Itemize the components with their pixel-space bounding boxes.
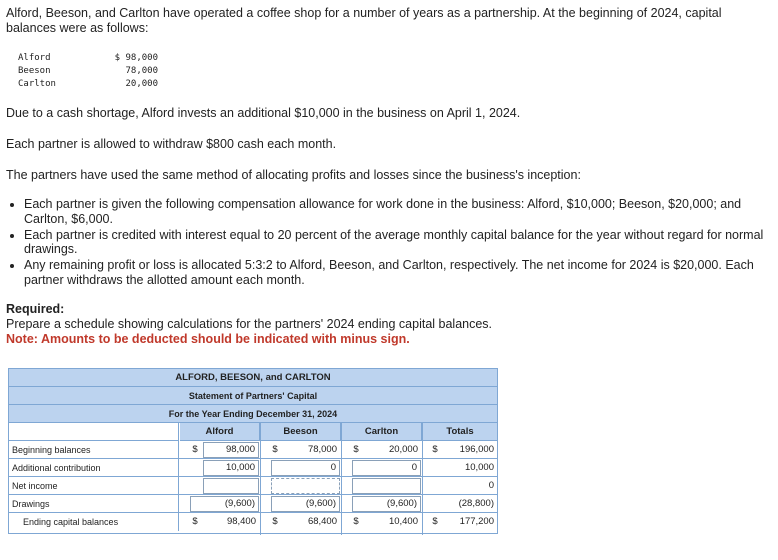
column-divider <box>260 423 261 535</box>
partner-name: Alford <box>18 53 51 63</box>
row-label: Additional contribution <box>9 459 179 477</box>
column-header-totals: Totals <box>423 423 497 441</box>
intro-line-1: Alford, Beeson, and Carlton have operated a coffee shop for a number of years as a partnership. At the beginning of 2024, capital <box>6 6 722 20</box>
partner-amount: 20,000 <box>125 79 158 89</box>
intro-line-2: balances were as follows: <box>6 21 149 35</box>
dollar-sign: $ <box>353 444 359 455</box>
statement-period: For the Year Ending December 31, 2024 <box>9 405 497 423</box>
carlton-beginning-balance: 20,000 <box>388 444 418 455</box>
table-row-ending-balances <box>9 513 497 531</box>
row-label: Drawings <box>9 495 179 513</box>
column-header-alford: Alford <box>180 423 260 441</box>
partner-amount: $ 98,000 <box>114 53 158 63</box>
beeson-ending-balance: 68,400 <box>307 516 337 527</box>
note-text: Amounts to be deducted should be indicated with minus sign. <box>40 332 410 346</box>
dollar-sign: $ <box>192 516 198 527</box>
row-label: Net income <box>9 477 179 495</box>
balance-row <box>18 52 158 65</box>
required-text: Prepare a schedule showing calculations for the partners' 2024 ending capital balances. <box>6 317 493 331</box>
balance-row <box>18 65 158 78</box>
statement-title: ALFORD, BEESON, and CARLTON <box>9 369 497 387</box>
dollar-sign: $ <box>432 516 438 527</box>
alford-ending-balance: 98,400 <box>226 516 256 527</box>
required-heading: Required: <box>6 302 65 316</box>
statement-subtitle: Statement of Partners' Capital <box>9 387 497 405</box>
partner-amount: 78,000 <box>125 66 158 76</box>
beeson-net-income-input[interactable] <box>271 478 340 494</box>
alford-beginning-balance-input[interactable]: 98,000 <box>203 442 259 458</box>
column-header-row <box>9 423 497 441</box>
paragraph-allocation-method: The partners have used the same method of allocating profits and losses since the business's inception: <box>6 168 581 182</box>
dollar-sign: $ <box>192 444 198 455</box>
paragraph-withdrawal: Each partner is allowed to withdraw $800 cash each month. <box>6 137 337 151</box>
partners-capital-statement <box>8 368 498 534</box>
partner-name: Carlton <box>18 79 56 89</box>
rule-item: • Each partner is given the following compensation allowance for work done in the business: Alford, $10,000; Beeson, $20,000; and Carlton, $6,000. <box>24 197 766 226</box>
beeson-beginning-balance: 78,000 <box>307 444 337 455</box>
beeson-contribution-input[interactable]: 0 <box>271 460 340 476</box>
table-row-drawings <box>9 495 497 513</box>
beginning-balances-list <box>18 52 158 91</box>
dollar-sign: $ <box>353 516 359 527</box>
carlton-net-income-input[interactable] <box>352 478 421 494</box>
table-row-additional-contribution <box>9 459 497 477</box>
dollar-sign: $ <box>272 516 278 527</box>
required-note <box>6 332 410 346</box>
dollar-sign: $ <box>432 444 438 455</box>
rule-item: • Each partner is credited with interest equal to 20 percent of the average monthly capital balance for the year without regard for normal drawings. <box>24 228 766 257</box>
total-contribution: 10,000 <box>464 462 494 473</box>
partner-name: Beeson <box>18 66 51 76</box>
total-ending-balance: 177,200 <box>459 516 494 527</box>
beeson-drawings-input[interactable]: (9,600) <box>271 496 340 512</box>
dollar-sign: $ <box>272 444 278 455</box>
balance-row <box>18 78 158 91</box>
alford-net-income-input[interactable] <box>203 478 259 494</box>
carlton-contribution-input[interactable]: 0 <box>352 460 421 476</box>
total-net-income: 0 <box>488 480 494 491</box>
carlton-drawings-input[interactable]: (9,600) <box>352 496 421 512</box>
total-beginning-balance: 196,000 <box>459 444 494 455</box>
paragraph-cash-shortage: Due to a cash shortage, Alford invests an additional $10,000 in the business on April 1, 2024. <box>6 106 521 120</box>
alford-drawings-input[interactable]: (9,600) <box>190 496 259 512</box>
column-header-beeson: Beeson <box>261 423 341 441</box>
rule-item: • Any remaining profit or loss is allocated 5:3:2 to Alford, Beeson, and Carlton, respectively. The net income for 2024 is $20,000. Each partner withdraws the allotted amount each month. <box>24 258 766 287</box>
alford-contribution-input[interactable]: 10,000 <box>203 460 259 476</box>
note-lead: Note: <box>6 332 38 346</box>
row-label: Beginning balances <box>9 441 179 459</box>
allocation-rules-list <box>6 197 766 289</box>
total-drawings: (28,800) <box>458 498 494 509</box>
carlton-ending-balance: 10,400 <box>388 516 418 527</box>
row-label: Ending capital balances <box>9 513 179 531</box>
table-row-net-income <box>9 477 497 495</box>
label-column-header <box>9 423 179 441</box>
column-header-carlton: Carlton <box>342 423 422 441</box>
table-row-beginning-balances <box>9 441 497 459</box>
column-divider <box>422 423 423 535</box>
column-divider <box>341 423 342 535</box>
